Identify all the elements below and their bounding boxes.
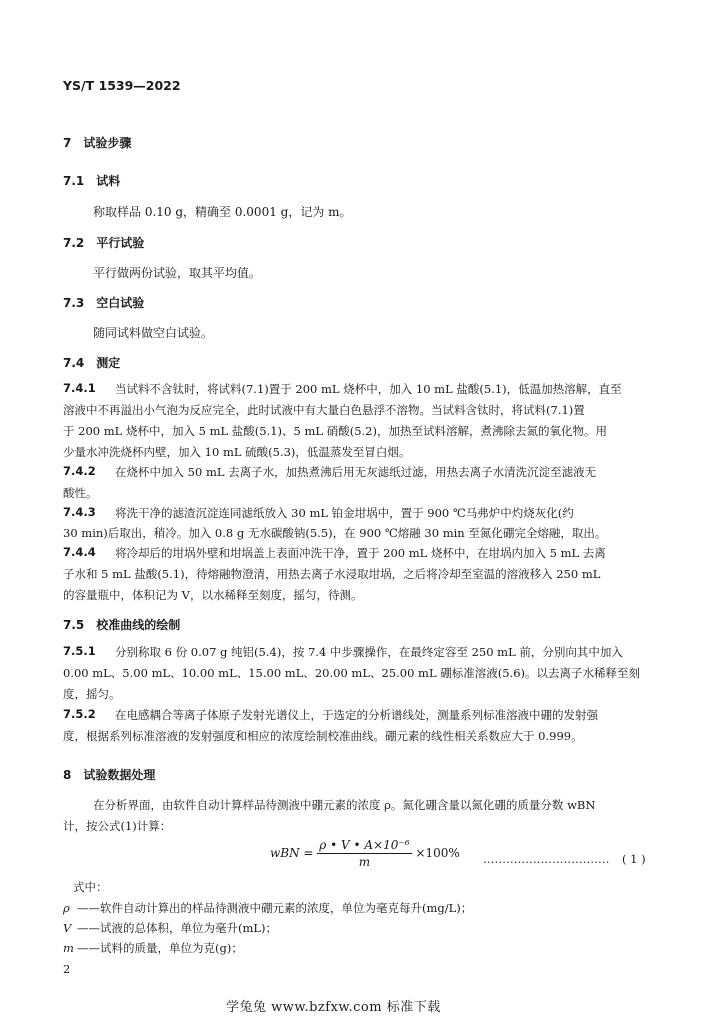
clause-7-5-2-line: 度，根据系列标准溶液的发射强度和相应的浓度绘制校准曲线。硼元素的线性相关系数应大于 0.999。 [63, 729, 583, 743]
page-number: 2 [63, 962, 71, 976]
formula-number: ( 1 ) [622, 852, 646, 866]
clause-7-5-2-number: 7.5.2 [63, 707, 96, 721]
formula-denominator: m [358, 855, 371, 869]
clause-7-4-2-number: 7.4.2 [63, 464, 96, 478]
section-8-heading: 8 试验数据处理 [63, 768, 156, 782]
clause-7-4-4-line: 的容量瓶中，体积记为 V，以水稀释至刻度，摇匀，待测。 [63, 588, 363, 602]
section-7-4-heading: 7.4 测定 [63, 356, 121, 370]
clause-7-4-2-line: 在烧杯中加入 50 mL 去离子水，加热煮沸后用无灰滤纸过滤，用热去离子水清洗沉淀至滤液无 [115, 465, 597, 479]
clause-7-4-3-line: 将洗干净的滤渣沉淀连同滤纸放入 30 mL 铂金坩埚中，置于 900 ℃马弗炉中灼烧灰化(约 [115, 506, 574, 520]
section-7-1-body: 称取样品 0.10 g，精确至 0.0001 g，记为 m。 [93, 205, 352, 219]
section-7-1-heading: 7.1 试料 [63, 174, 121, 188]
clause-7-4-3-line: 30 min)后取出，稍冷。加入 0.8 g 无水碳酸钠(5.5)，在 900 ℃熔融 30 min 至氮化硼完全熔融，取出。 [63, 526, 607, 540]
document-id-header: YS/T 1539—2022 [63, 78, 181, 93]
definition-symbol: m [63, 941, 74, 955]
clause-7-5-1-line: 分别称取 6 份 0.07 g 纯铝(5.4)，按 7.4 中步骤操作，在最终定容至 250 mL 前，分别向其中加入 [115, 645, 623, 659]
definition-text: ——软件自动计算出的样品待测液中硼元素的浓度，单位为毫克每升(mg/L)； [77, 901, 473, 915]
definition-row [63, 940, 243, 956]
clause-7-4-4-line: 子水和 5 mL 盐酸(5.1)，待熔融物澄清，用热去离子水浸取坩埚，之后将冷却至室温的溶液移入 250 mL [63, 567, 601, 581]
definition-row [63, 920, 277, 936]
clause-7-4-2-line: 酸性。 [63, 486, 98, 500]
clause-7-4-1-line: 当试料不含钛时，将试料(7.1)置于 200 mL 烧杯中，加入 10 mL 盐酸(5.1)，低温加热溶解，直至 [115, 382, 622, 396]
clause-7-5-1-number: 7.5.1 [63, 644, 96, 658]
formula-leader-dots: …………………………… [483, 852, 610, 866]
clause-7-5-1-line: 度，摇匀。 [63, 687, 121, 701]
formula-fraction [317, 838, 411, 869]
clause-7-4-1-line: 于 200 mL 烧杯中，加入 5 mL 盐酸(5.1)、5 mL 硝酸(5.2)，加热至试料溶解，煮沸除去氮的氧化物。用 [63, 424, 607, 438]
clause-7-4-4-line: 将冷却后的坩埚外壁和坩埚盖上表面冲洗干净，置于 200 mL 烧杯中，在坩埚内加入 5 mL 去离 [115, 546, 606, 560]
formula-1 [270, 838, 460, 869]
section-7-heading: 7 试验步骤 [63, 136, 132, 150]
clause-7-5-1-line: 0.00 mL、5.00 mL、10.00 mL、15.00 mL、20.00 mL、25.00 mL 硼标准溶液(5.6)。以去离子水稀释至刻 [63, 666, 640, 680]
definition-text: ——试料的质量，单位为克(g)； [77, 941, 243, 955]
clause-7-4-4-number: 7.4.4 [63, 545, 96, 559]
formula-tail: ×100% [415, 846, 460, 860]
section-7-5-heading: 7.5 校准曲线的绘制 [63, 618, 181, 632]
formula-lhs: wBN = [270, 846, 314, 860]
clause-7-4-1-line: 溶液中不再溢出小气泡为反应完全，此时试液中有大量白色悬浮不溶物。当试料含钛时，将试料(7.1)置 [63, 403, 585, 417]
section-7-2-heading: 7.2 平行试验 [63, 236, 145, 250]
footer-watermark-text: 学兔兔 www.bzfxw.com 标准下载 [226, 1000, 441, 1015]
definition-text: ——试液的总体积，单位为毫升(mL)； [77, 921, 278, 935]
section-8-line: 计，按公式(1)计算： [63, 819, 172, 833]
formula-numerator: ρ • V • A×10⁻⁶ [319, 838, 410, 852]
definition-symbol: V [63, 921, 72, 935]
definition-symbol: ρ [63, 901, 70, 915]
definition-row [63, 900, 472, 916]
section-7-2-body: 平行做两份试验，取其平均值。 [93, 266, 262, 280]
section-7-3-body: 随同试料做空白试验。 [93, 326, 214, 340]
section-7-3-heading: 7.3 空白试验 [63, 296, 145, 310]
clause-7-4-1-line: 少量水冲洗烧杯内壁，加入 10 mL 硫酸(5.3)，低温蒸发至冒白烟。 [63, 445, 411, 459]
where-label: 式中： [73, 880, 108, 894]
clause-7-4-3-number: 7.4.3 [63, 505, 96, 519]
section-8-line: 在分析界面，由软件自动计算样品待测液中硼元素的浓度 ρ。氮化硼含量以氮化硼的质量分数 wBN [93, 798, 596, 812]
clause-7-4-1-number: 7.4.1 [63, 381, 96, 395]
clause-7-5-2-line: 在电感耦合等离子体原子发射光谱仪上，于选定的分析谱线处，测量系列标准溶液中硼的发射强 [115, 708, 598, 722]
